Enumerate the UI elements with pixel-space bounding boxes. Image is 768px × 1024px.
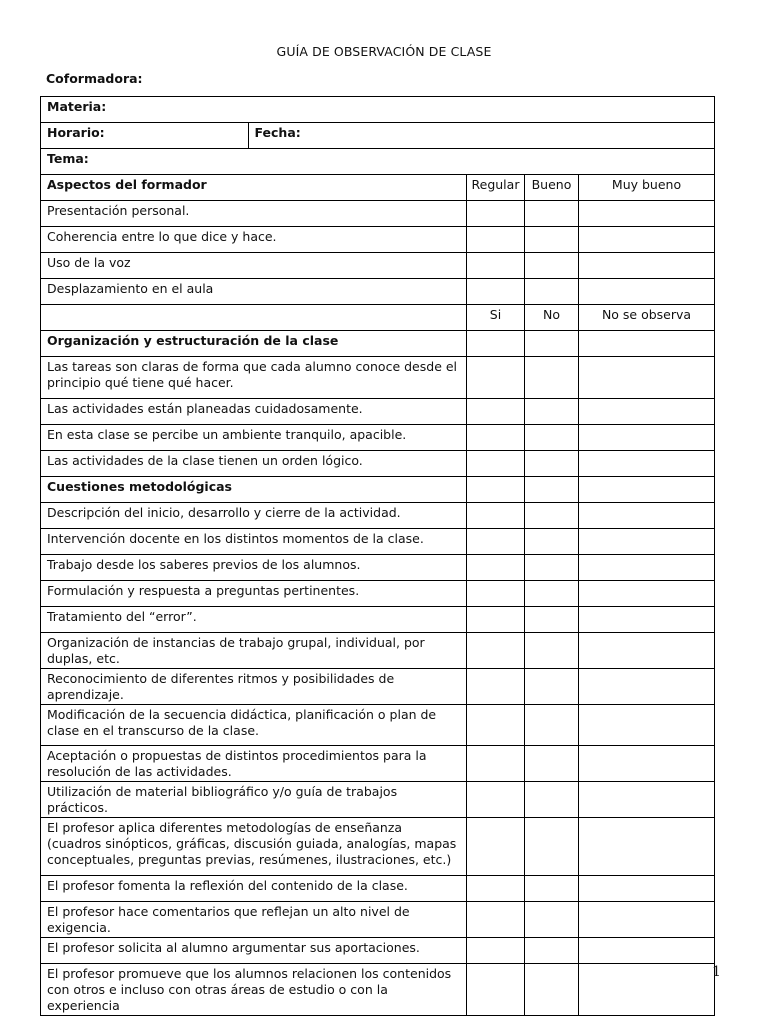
table-row — [41, 555, 715, 581]
rating-cell[interactable] — [525, 529, 579, 555]
column-regular: Regular — [467, 175, 525, 201]
rating-cell[interactable] — [525, 964, 579, 1016]
table-row — [41, 818, 715, 876]
criterion-text: Modificación de la secuencia didáctica, planificación o plan de clase en el transcurso de la clase. — [41, 705, 467, 746]
criterion-text: Organización de instancias de trabajo grupal, individual, por duplas, etc. — [41, 633, 467, 669]
page-number: 1 — [712, 964, 721, 980]
rating-cell[interactable] — [467, 357, 525, 399]
rating-cell[interactable] — [579, 607, 715, 633]
rating-cell[interactable] — [467, 902, 525, 938]
rating-cell[interactable] — [525, 425, 579, 451]
formador-header-row — [41, 175, 715, 201]
criterion-text: Intervención docente en los distintos momentos de la clase. — [41, 529, 467, 555]
rating-cell[interactable] — [467, 555, 525, 581]
rating-cell[interactable] — [579, 964, 715, 1016]
rating-cell[interactable] — [579, 253, 715, 279]
horario-fecha-row — [41, 123, 715, 149]
horario-fecha-split — [41, 123, 714, 148]
column-muy-bueno: Muy bueno — [579, 175, 715, 201]
criterion-text: El profesor fomenta la reflexión del contenido de la clase. — [41, 876, 467, 902]
rating-cell[interactable] — [579, 633, 715, 669]
rating-cell[interactable] — [579, 938, 715, 964]
criterion-text: El profesor aplica diferentes metodologías de enseñanza (cuadros sinópticos, gráficas, discusión guiada, analogías, mapas conceptuales, preguntas previas, resúmenes, ilustraciones, etc.) — [41, 818, 467, 876]
rating-cell[interactable] — [525, 818, 579, 876]
criterion-text: Las tareas son claras de forma que cada alumno conoce desde el principio qué tiene qué hacer. — [41, 357, 467, 399]
table-row — [41, 902, 715, 938]
rating-cell[interactable] — [467, 669, 525, 705]
criterion-text: El profesor hace comentarios que reflejan un alto nivel de exigencia. — [41, 902, 467, 938]
table-row — [41, 876, 715, 902]
rating-cell[interactable] — [579, 529, 715, 555]
table-row — [41, 279, 715, 305]
rating-cell[interactable] — [467, 503, 525, 529]
rating-cell[interactable] — [579, 227, 715, 253]
table-row — [41, 503, 715, 529]
criterion-text: En esta clase se percibe un ambiente tranquilo, apacible. — [41, 425, 467, 451]
rating-cell[interactable] — [525, 555, 579, 581]
rating-cell[interactable] — [579, 902, 715, 938]
table-row — [41, 357, 715, 399]
rating-cell[interactable] — [579, 876, 715, 902]
rating-cell[interactable] — [467, 876, 525, 902]
rating-cell[interactable] — [467, 705, 525, 746]
section-title-metodologicas: Cuestiones metodológicas — [41, 477, 467, 503]
rating-cell[interactable] — [467, 607, 525, 633]
observation-columns-row — [41, 305, 715, 331]
rating-cell[interactable] — [579, 201, 715, 227]
page-title: GUÍA DE OBSERVACIÓN DE CLASE — [276, 44, 492, 59]
table-row — [41, 253, 715, 279]
rating-cell[interactable] — [467, 227, 525, 253]
rating-cell[interactable] — [579, 425, 715, 451]
table-row — [41, 938, 715, 964]
criterion-text: Aceptación o propuestas de distintos procedimientos para la resolución de las actividades. — [41, 746, 467, 782]
rating-cell[interactable] — [467, 529, 525, 555]
rating-cell[interactable] — [525, 503, 579, 529]
empty-cell — [41, 305, 467, 331]
column-no-se-observa: No se observa — [579, 305, 715, 331]
criterion-text: Descripción del inicio, desarrollo y cierre de la actividad. — [41, 503, 467, 529]
horario-field[interactable]: Horario: — [41, 123, 248, 148]
table-row — [41, 201, 715, 227]
rating-cell[interactable] — [467, 425, 525, 451]
criterion-text: El profesor promueve que los alumnos relacionen los contenidos con otros e incluso con otras áreas de estudio o con la experiencia — [41, 964, 467, 1016]
table-row — [41, 633, 715, 669]
coformadora-label: Coformadora: — [46, 71, 143, 86]
rating-cell[interactable] — [579, 503, 715, 529]
rating-cell[interactable] — [525, 279, 579, 305]
table-row — [41, 399, 715, 425]
criterion-text: Presentación personal. — [41, 201, 467, 227]
tema-row — [41, 149, 715, 175]
rating-cell[interactable] — [525, 902, 579, 938]
organizacion-header-row — [41, 331, 715, 357]
rating-cell[interactable] — [467, 633, 525, 669]
rating-cell[interactable] — [579, 399, 715, 425]
rating-cell[interactable] — [579, 746, 715, 782]
rating-cell[interactable] — [525, 669, 579, 705]
rating-cell[interactable] — [467, 279, 525, 305]
table-row — [41, 705, 715, 746]
table-row — [41, 746, 715, 782]
rating-cell[interactable] — [525, 938, 579, 964]
criterion-text: Desplazamiento en el aula — [41, 279, 467, 305]
rating-cell[interactable] — [525, 746, 579, 782]
table-row — [41, 451, 715, 477]
rating-cell[interactable] — [467, 399, 525, 425]
criterion-text: Uso de la voz — [41, 253, 467, 279]
rating-cell[interactable] — [525, 581, 579, 607]
table-row — [41, 425, 715, 451]
rating-cell[interactable] — [467, 746, 525, 782]
rating-cell[interactable] — [525, 705, 579, 746]
rating-cell[interactable] — [467, 201, 525, 227]
table-row — [41, 581, 715, 607]
table-row — [41, 782, 715, 818]
rating-cell[interactable] — [525, 876, 579, 902]
criterion-text: Las actividades de la clase tienen un orden lógico. — [41, 451, 467, 477]
rating-cell[interactable] — [579, 451, 715, 477]
rating-cell[interactable] — [525, 607, 579, 633]
rating-cell[interactable] — [579, 581, 715, 607]
rating-cell[interactable] — [579, 782, 715, 818]
table-row — [41, 529, 715, 555]
table-row — [41, 227, 715, 253]
criterion-text: Formulación y respuesta a preguntas pertinentes. — [41, 581, 467, 607]
rating-cell[interactable] — [579, 357, 715, 399]
rating-cell[interactable] — [579, 818, 715, 876]
rating-cell[interactable] — [525, 633, 579, 669]
rating-cell[interactable] — [467, 782, 525, 818]
fecha-field[interactable]: Fecha: — [254, 125, 301, 140]
rating-cell[interactable] — [579, 555, 715, 581]
criterion-text: Tratamiento del “error”. — [41, 607, 467, 633]
materia-row — [41, 97, 715, 123]
section-title-organizacion: Organización y estructuración de la clase — [41, 331, 467, 357]
tema-field[interactable]: Tema: — [41, 149, 715, 175]
rating-cell[interactable] — [467, 938, 525, 964]
rating-cell[interactable] — [579, 705, 715, 746]
rating-cell[interactable] — [467, 818, 525, 876]
criterion-text: Trabajo desde los saberes previos de los alumnos. — [41, 555, 467, 581]
criterion-text: Coherencia entre lo que dice y hace. — [41, 227, 467, 253]
table-row — [41, 607, 715, 633]
rating-cell[interactable] — [579, 669, 715, 705]
criterion-text: El profesor solicita al alumno argumentar sus aportaciones. — [41, 938, 467, 964]
criterion-text: Utilización de material bibliográfico y/o guía de trabajos prácticos. — [41, 782, 467, 818]
rating-cell[interactable] — [525, 357, 579, 399]
rating-cell[interactable] — [525, 782, 579, 818]
rating-cell[interactable] — [525, 399, 579, 425]
rating-cell[interactable] — [525, 201, 579, 227]
section-title-formador: Aspectos del formador — [41, 175, 467, 201]
column-no: No — [525, 305, 579, 331]
rating-cell[interactable] — [467, 451, 525, 477]
rating-cell[interactable] — [467, 253, 525, 279]
rating-cell[interactable] — [467, 581, 525, 607]
metodologicas-header-row — [41, 477, 715, 503]
criterion-text: Las actividades están planeadas cuidadosamente. — [41, 399, 467, 425]
rating-cell[interactable] — [525, 227, 579, 253]
materia-field[interactable]: Materia: — [41, 97, 715, 123]
column-si: Si — [467, 305, 525, 331]
table-row — [41, 669, 715, 705]
rating-cell[interactable] — [525, 451, 579, 477]
table-row — [41, 964, 715, 1016]
rating-cell[interactable] — [525, 253, 579, 279]
rating-cell[interactable] — [579, 279, 715, 305]
observation-table — [40, 96, 715, 1016]
rating-cell[interactable] — [467, 964, 525, 1016]
criterion-text: Reconocimiento de diferentes ritmos y posibilidades de aprendizaje. — [41, 669, 467, 705]
column-bueno: Bueno — [525, 175, 579, 201]
